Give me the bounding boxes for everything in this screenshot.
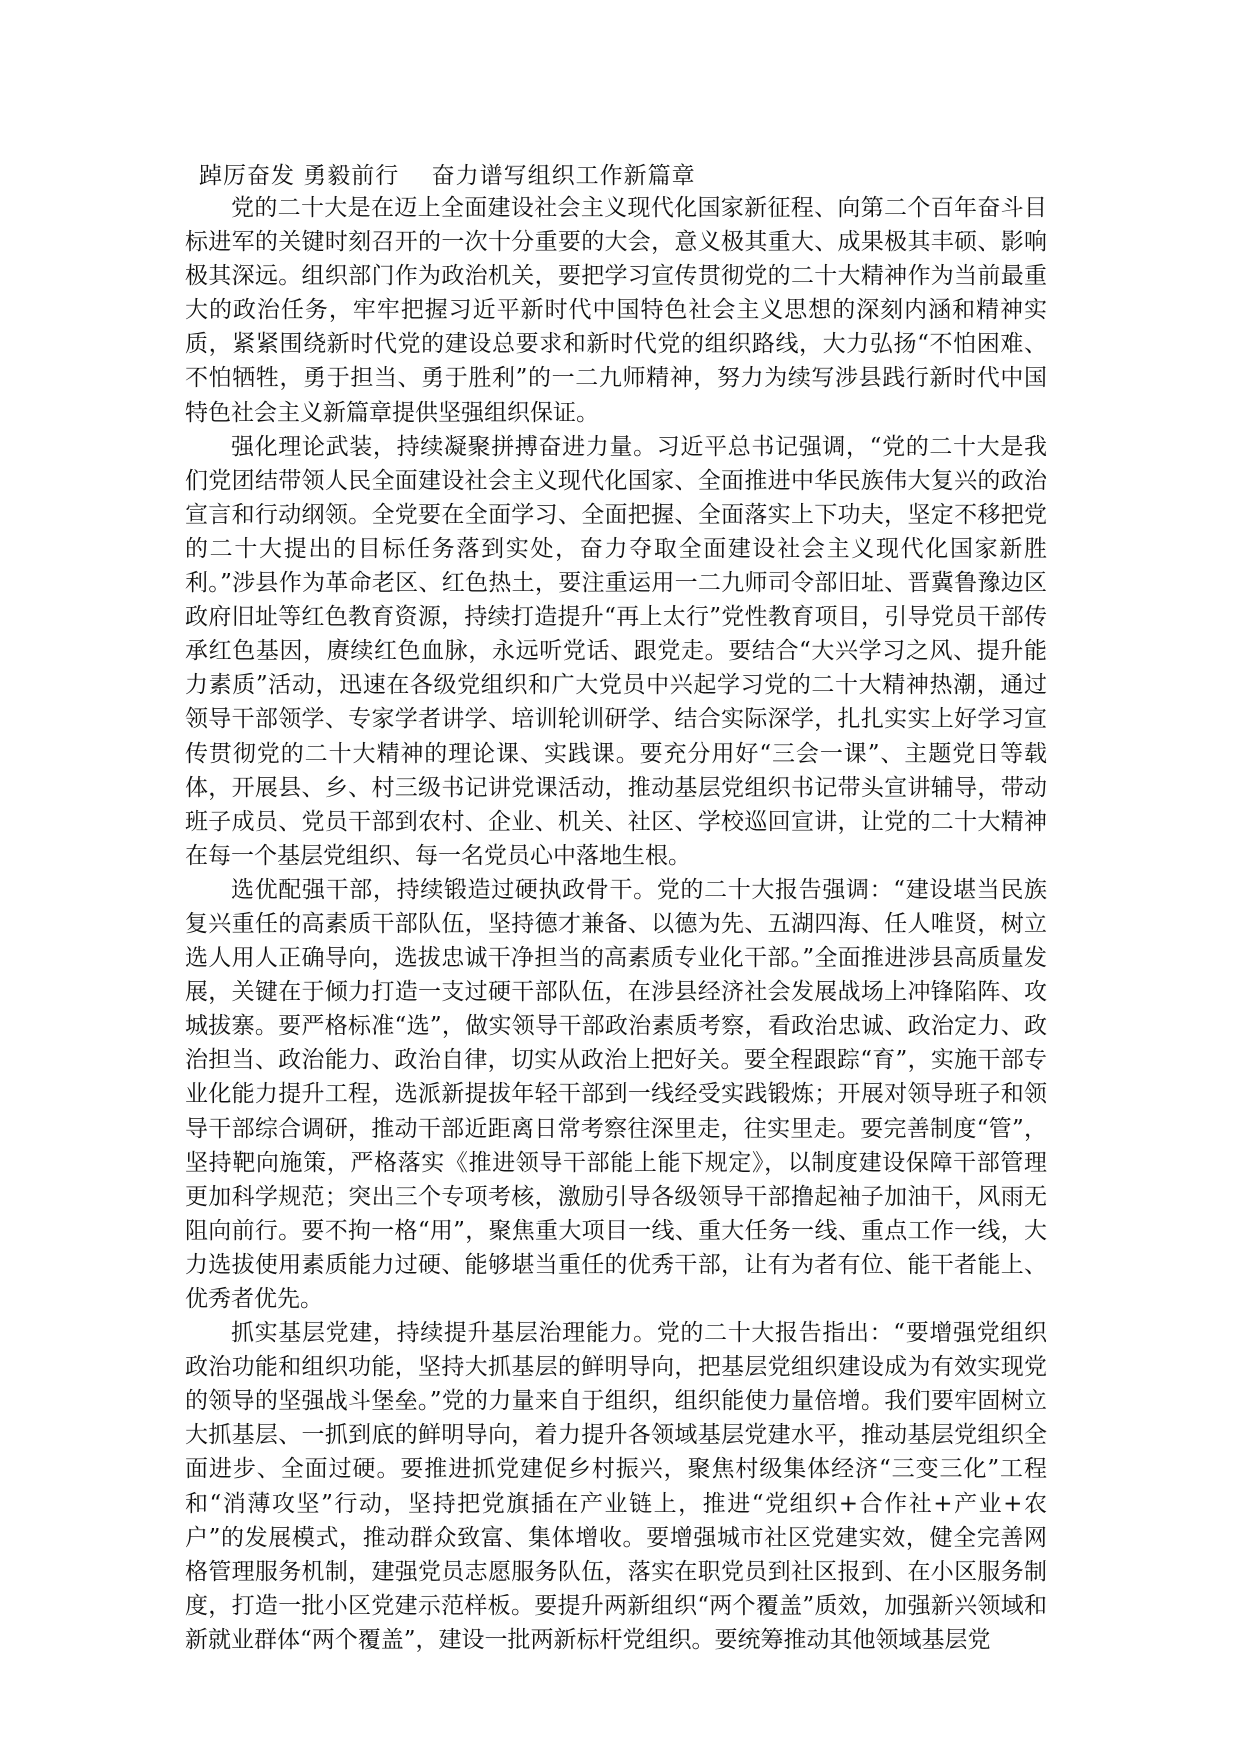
paragraph-grassroots: 抓实基层党建，持续提升基层治理能力。党的二十大报告指出：“要增强党组织政治功能和组织功能，坚持大抓基层的鲜明导向，把基层党组织建设成为有效实现党的领导的坚强战斗堡垒。”党的力量来自于组织，组织能使力量倍增。我们要牢固树立大抓基层、一抓到底的鲜明导向，着力提升各领域基层党建水平，推动基层党组织全面进步、全面过硬。要推进抓党建促乡村振兴，聚焦村级集体经济“三变三化”工程和“消薄攻坚”行动，坚持把党旗插在产业链上，推进“党组织+合作社+产业+农户”的发展模式，推动群众致富、集体增收。要增强城市社区党建实效，健全完善网格管理服务机制，建强党员志愿服务队伍，落实在职党员到社区报到、在小区服务制度，打造一批小区党建示范样板。要提升两新组织“两个覆盖”质效，加强新兴领域和新就业群体“两个覆盖”，建设一批两新标杆党组织。要统筹推动其他领域基层党 [185, 1320, 1047, 1653]
document-title: 踔厉奋发 勇毅前行 奋力谱写组织工作新篇章 [199, 163, 696, 189]
paragraph-theory: 强化理论武装，持续凝聚拼搏奋进力量。习近平总书记强调，“党的二十大是我们党团结带领人民全面建设社会主义现代化国家、全面推进中华民族伟大复兴的政治宣言和行动纲领。全党要在全面学习、全面把握、全面落实上下功夫，坚定不移把党的二十大提出的目标任务落到实处，奋力夺取全面建设社会主义现代化国家新胜利。”涉县作为革命老区、红色热土，要注重运用一二九师司令部旧址、晋冀鲁豫边区政府旧址等红色教育资源，持续打造提升“再上太行”党性教育项目，引导党员干部传承红色基因，赓续红色血脉，永远听党话、跟党走。要结合“大兴学习之风、提升能力素质”活动，迅速在各级党组织和广大党员中兴起学习党的二十大精神热潮，通过领导干部领学、专家学者讲学、培训轮训研学、结合实际深学，扎扎实实上好学习宣传贯彻党的二十大精神的理论课、实践课。要充分用好“三会一课”、主题党日等载体，开展县、乡、村三级书记讲党课活动，推动基层党组织书记带头宣讲辅导，带动班子成员、党员干部到农村、企业、机关、社区、学校巡回宣讲，让党的二十大精神在每一个基层党组织、每一名党员心中落地生根。 [185, 433, 1047, 869]
document-page [185, 161, 1047, 1657]
paragraph-intro: 党的二十大是在迈上全面建设社会主义现代化国家新征程、向第二个百年奋斗目标进军的关键时刻召开的一次十分重要的大会，意义极其重大、成果极其丰硕、影响极其深远。组织部门作为政治机关，要把学习宣传贯彻党的二十大精神作为当前最重大的政治任务，牢牢把握习近平新时代中国特色社会主义思想的深刻内涵和精神实质，紧紧围绕新时代党的建设总要求和新时代党的组织路线，大力弘扬“不怕困难、不怕牺牲，勇于担当、勇于胜利”的一二九师精神，努力为续写涉县践行新时代中国特色社会主义新篇章提供坚强组织保证。 [185, 195, 1047, 426]
paragraph-cadres: 选优配强干部，持续锻造过硬执政骨干。党的二十大报告强调：“建设堪当民族复兴重任的高素质干部队伍，坚持德才兼备、以德为先、五湖四海、任人唯贤，树立选人用人正确导向，选拔忠诚干净担当的高素质专业化干部。”全面推进涉县高质量发展，关键在于倾力打造一支过硬干部队伍，在涉县经济社会发展战场上冲锋陷阵、攻城拔寨。要严格标准“选”，做实领导干部政治素质考察，看政治忠诚、政治定力、政治担当、政治能力、政治自律，切实从政治上把好关。要全程跟踪“育”，实施干部专业化能力提升工程，选派新提拔年轻干部到一线经受实践锻炼；开展对领导班子和领导干部综合调研，推动干部近距离日常考察往深里走，往实里走。要完善制度“管”，坚持靶向施策，严格落实《推进领导干部能上能下规定》，以制度建设保障干部管理更加科学规范；突出三个专项考核，激励引导各级领导干部撸起袖子加油干，风雨无阻向前行。要不拘一格“用”，聚焦重大项目一线、重大任务一线、重点工作一线，大力选拔使用素质能力过硬、能够堪当重任的优秀干部，让有为者有位、能干者能上、优秀者优先。 [185, 876, 1047, 1312]
